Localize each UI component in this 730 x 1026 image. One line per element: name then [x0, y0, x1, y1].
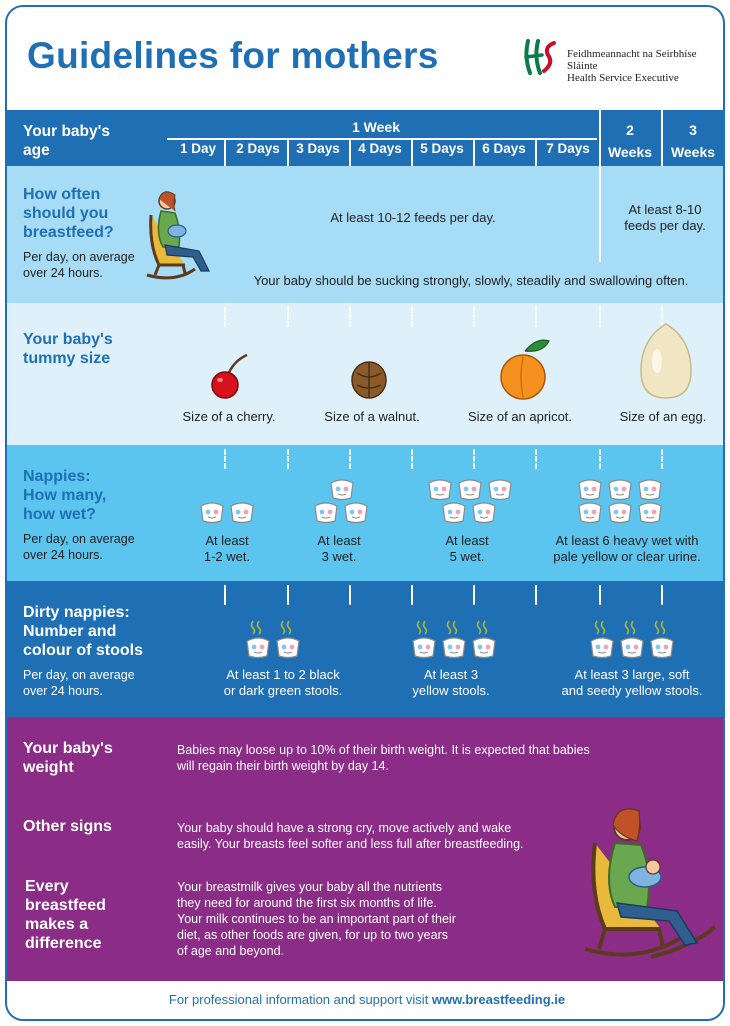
wet-nappy-icon — [471, 502, 497, 524]
divider — [287, 449, 289, 469]
wet-nappy-icon — [427, 479, 453, 501]
tummy-title: Your baby's tummy size — [23, 331, 113, 367]
feeding-weeks23-text: At least 8-10 feeds per day. — [624, 202, 706, 233]
wet-nappy-icon — [343, 502, 369, 524]
sucking-text: Your baby should be sucking strongly, slowly, steadily and swallowing often. — [253, 273, 689, 288]
age-row-label: Your baby's age — [23, 123, 110, 159]
divider — [473, 585, 475, 605]
day-6-label: 6 Days — [482, 141, 526, 156]
divider — [473, 140, 475, 166]
wet-nappy-icon — [199, 502, 225, 524]
nappies-c3-text: At least 5 wet. — [445, 533, 489, 564]
nappies-c4-text: At least 6 heavy wet with pale yellow or clear urine. — [553, 533, 701, 564]
dirty-nappy-icon — [411, 619, 437, 659]
divider — [599, 449, 601, 469]
wet-nappy-icon — [457, 479, 483, 501]
dirty-title: Dirty nappies: Number and colour of stools — [23, 604, 143, 659]
infographic-frame — [5, 5, 725, 1021]
mother-breastfeeding-chair-icon — [581, 797, 721, 967]
divider — [224, 307, 226, 327]
divider — [599, 307, 601, 327]
divider — [661, 449, 663, 469]
walnut-icon — [349, 359, 389, 401]
divider — [473, 307, 475, 327]
divider — [411, 585, 413, 605]
day-7-label: 7 Days — [546, 141, 590, 156]
nappies-title: Nappies: How many, how wet? — [23, 468, 107, 523]
wet-nappy-icon — [229, 502, 255, 524]
nappies-c2-text: At least 3 wet. — [317, 533, 361, 564]
divider — [473, 449, 475, 469]
tummy-walnut-text: Size of a walnut. — [324, 409, 420, 424]
other-signs-title: Other signs — [23, 818, 112, 835]
day-2-label: 2 Days — [236, 141, 280, 156]
dirty-c2-text: At least 3 yellow stools. — [412, 667, 490, 698]
hse-logo-icon — [522, 37, 558, 77]
wet-nappy-icon — [607, 502, 633, 524]
nappies-c1-text: At least 1-2 wet. — [203, 533, 251, 564]
divider — [535, 140, 537, 166]
divider — [349, 449, 351, 469]
divider — [287, 307, 289, 327]
divider — [599, 166, 601, 262]
mother-rocking-chair-icon — [145, 185, 223, 281]
dirty-nappy-icon — [589, 619, 615, 659]
tummy-apricot-text: Size of an apricot. — [467, 409, 573, 424]
divider — [287, 140, 289, 166]
apricot-icon — [497, 337, 553, 401]
wet-nappy-icon — [637, 479, 663, 501]
wet-nappy-icon — [329, 479, 355, 501]
egg-icon — [637, 321, 695, 401]
nappies-subtitle: Per day, on average over 24 hours. — [23, 532, 135, 562]
divider — [535, 307, 537, 327]
divider — [535, 449, 537, 469]
dirty-subtitle: Per day, on average over 24 hours. — [23, 668, 135, 698]
divider — [349, 140, 351, 166]
feeding-week1-text: At least 10-12 feeds per day. — [330, 210, 496, 225]
divider — [661, 585, 663, 605]
divider — [661, 110, 663, 166]
dirty-nappy-icon — [471, 619, 497, 659]
tummy-cherry-text: Size of a cherry. — [182, 409, 276, 424]
divider — [224, 449, 226, 469]
dirty-c1-text: At least 1 to 2 black or dark green stools. — [223, 667, 343, 698]
divider — [224, 585, 226, 605]
hse-name — [567, 48, 723, 84]
dirty-nappy-icon — [619, 619, 645, 659]
feeding-subtitle: Per day, on average over 24 hours. — [23, 250, 135, 280]
divider — [349, 307, 351, 327]
divider — [599, 585, 601, 605]
divider — [411, 307, 413, 327]
dirty-c3-text: At least 3 large, soft and seedy yellow stools. — [561, 667, 703, 698]
day-5-label: 5 Days — [420, 141, 464, 156]
dirty-nappy-icon — [649, 619, 675, 659]
divider — [349, 585, 351, 605]
footer-prefix: For professional information and support visit — [168, 992, 432, 1007]
wet-nappy-icon — [487, 479, 513, 501]
page-title: Guidelines for mothers — [27, 35, 439, 76]
dirty-nappy-icon — [441, 619, 467, 659]
cherry-icon — [207, 351, 251, 399]
dirty-nappy-icon — [245, 619, 271, 659]
week3-label: 3 Weeks — [670, 122, 716, 160]
wet-nappy-icon — [607, 479, 633, 501]
every-breastfeed-text: Your breastmilk gives your baby all the nutrients they need for around the first six months of life. Your milk continues to be an important part of their diet, as other foods are given, for up to two years of age and beyond. — [177, 880, 456, 958]
hse-name-english: Health Service Executive — [567, 72, 679, 84]
weight-title: Your baby's weight — [23, 740, 113, 776]
week2-label: 2 Weeks — [607, 122, 653, 160]
feeding-title: How often should you breastfeed? — [23, 186, 114, 241]
hse-name-irish: Feidhmeannacht na Seirbhíse Sláinte — [567, 48, 697, 72]
wet-nappy-icon — [577, 502, 603, 524]
divider — [599, 110, 601, 166]
divider — [287, 585, 289, 605]
day-4-label: 4 Days — [358, 141, 402, 156]
other-signs-text: Your baby should have a strong cry, move actively and wake easily. Your breasts feel softer and less full after breastfeeding. — [177, 821, 524, 851]
day-3-label: 3 Days — [296, 141, 340, 156]
divider — [411, 140, 413, 166]
tummy-egg-text: Size of an egg. — [619, 409, 707, 424]
weight-text: Babies may loose up to 10% of their birth weight. It is expected that babies will regain their birth weight by day 14. — [177, 743, 590, 773]
wet-nappy-icon — [313, 502, 339, 524]
week1-label: 1 Week — [352, 119, 400, 135]
week1-underline — [167, 138, 597, 140]
every-breastfeed-title: Every breastfeed makes a difference — [25, 878, 106, 952]
dirty-nappy-icon — [275, 619, 301, 659]
footer-text — [7, 992, 725, 1007]
wet-nappy-icon — [577, 479, 603, 501]
divider — [224, 140, 226, 166]
wet-nappy-icon — [441, 502, 467, 524]
day-1-label: 1 Day — [179, 141, 217, 156]
wet-nappy-icon — [637, 502, 663, 524]
divider — [535, 585, 537, 605]
footer-link[interactable]: www.breastfeeding.ie — [431, 992, 566, 1007]
divider — [411, 449, 413, 469]
